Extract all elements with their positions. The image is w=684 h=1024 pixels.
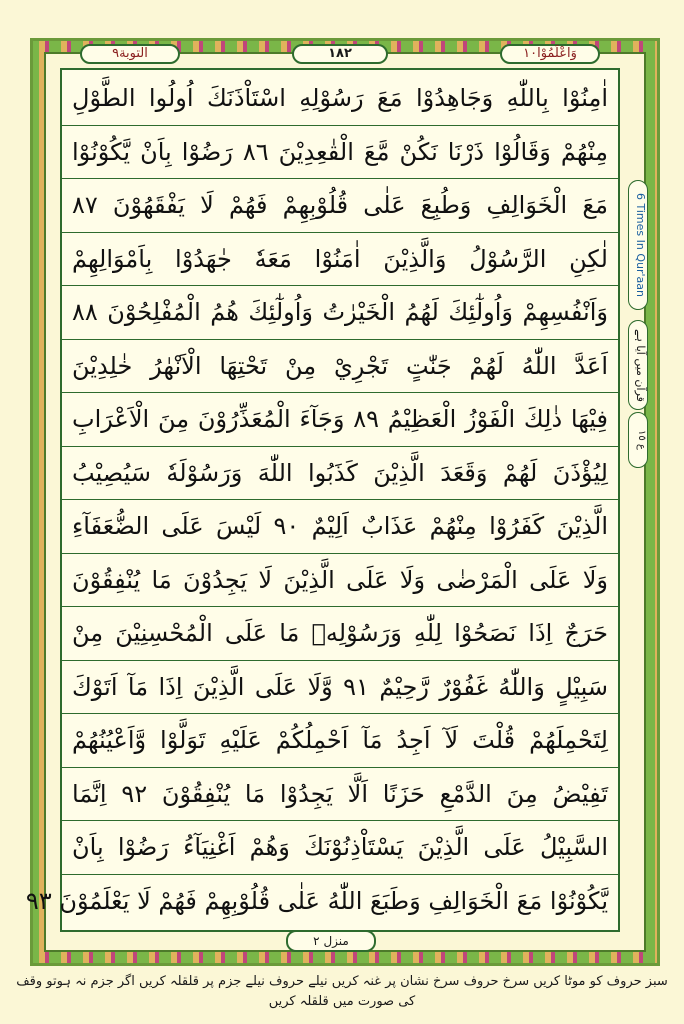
occurrence-note-english: 6 Times In Qur'aan bbox=[628, 180, 648, 310]
occurrence-note-urdu: قرآن میں آیا ہے bbox=[628, 320, 648, 410]
page-header bbox=[60, 42, 620, 68]
juz-label: وَاعْلَمُوْا١٠ bbox=[500, 44, 600, 64]
verse-line: وَلَا عَلَى الْمَرْضٰى وَلَا عَلَى الَّذِيْنَ لَا يَجِدُوْنَ مَا يُنْفِقُوْنَ bbox=[62, 554, 618, 608]
manzil-label: منزل ٢ bbox=[286, 930, 376, 952]
verse-line: لِيُؤْذَنَ لَهُمْ وَقَعَدَ الَّذِيْنَ كَذَبُوا اللّٰهَ وَرَسُوْلَهٗ سَيُصِيْبُ bbox=[62, 447, 618, 501]
verse-line: السَّبِيْلُ عَلَى الَّذِيْنَ يَسْتَاْذِنُوْنَكَ وَهُمْ اَغْنِيَآءُ رَضُوْا بِاَنْ bbox=[62, 821, 618, 875]
verse-line: الَّذِيْنَ كَفَرُوْا مِنْهُمْ عَذَابٌ اَلِيْمٌ ٩٠ لَيْسَ عَلَى الضُّعَفَآءِ bbox=[62, 500, 618, 554]
verse-line: حَرَجٌ اِذَا نَصَحُوْا لِلّٰهِ وَرَسُوْلِهٖ مَا عَلَى الْمُحْسِنِيْنَ مِنْ bbox=[62, 607, 618, 661]
verse-line: اٰمِنُوْا بِاللّٰهِ وَجَاهِدُوْا مَعَ رَسُوْلِهِ اسْتَاْذَنَكَ اُولُوا الطَّوْلِ bbox=[62, 72, 618, 126]
verse-line: مَعَ الْخَوَالِفِ وَطُبِعَ عَلٰى قُلُوْبِهِمْ فَهُمْ لَا يَفْقَهُوْنَ ٨٧ bbox=[62, 179, 618, 233]
tajweed-instructions: سبز حروف کو موٹا کریں سرخ حروف سرخ نشان پر غنہ کریں نیلے حروف نیلے جزم پر قلقلہ کریں اگر جزم نہ ہوتو وقف کی صورت میں قلقلہ کریں bbox=[16, 974, 668, 1009]
surah-label: التوبة٩ bbox=[80, 44, 180, 64]
verse-lines bbox=[25, 72, 618, 928]
verse-line: لِتَحْمِلَهُمْ قُلْتَ لَآ اَجِدُ مَآ اَحْمِلُكُمْ عَلَيْهِ تَوَلَّوْا وَّاَعْيُنُهُمْ bbox=[62, 714, 618, 768]
page-number: ١٨٢ bbox=[292, 44, 388, 64]
ruku-marker: ع ١٥ bbox=[628, 412, 648, 468]
verse-line: تَفِيْضُ مِنَ الدَّمْعِ حَزَنًا اَلَّا يَجِدُوْا مَا يُنْفِقُوْنَ ٩٢ اِنَّمَا bbox=[62, 768, 618, 822]
verse-line: مِنْهُمْ وَقَالُوْا ذَرْنَا نَكُنْ مَّعَ الْقٰعِدِيْنَ ٨٦ رَضُوْا بِاَنْ يَّكُوْنُوْا bbox=[62, 126, 618, 180]
verse-line: لٰكِنِ الرَّسُوْلُ وَالَّذِيْنَ اٰمَنُوْا مَعَهٗ جٰهَدُوْا بِاَمْوَالِهِمْ bbox=[62, 233, 618, 287]
verse-line: سَبِيْلٍ وَاللّٰهُ غَفُوْرٌ رَّحِيْمٌ ٩١ وَّلَا عَلَى الَّذِيْنَ اِذَا مَآ اَتَوْكَ bbox=[62, 661, 618, 715]
verse-line: وَاَنْفُسِهِمْ وَاُولٰٓئِكَ لَهُمُ الْخَيْرٰتُ وَاُولٰٓئِكَ هُمُ الْمُفْلِحُوْنَ ٨٨ bbox=[62, 286, 618, 340]
verse-line: فِيْهَا ذٰلِكَ الْفَوْزُ الْعَظِيْمُ ٨٩ وَجَآءَ الْمُعَذِّرُوْنَ مِنَ الْاَعْرَابِ bbox=[62, 393, 618, 447]
side-margin bbox=[626, 180, 648, 410]
verse-line: اَعَدَّ اللّٰهُ لَهُمْ جَنّٰتٍ تَجْرِيْ مِنْ تَحْتِهَا الْاَنْهٰرُ خٰلِدِيْنَ bbox=[62, 340, 618, 394]
verse-line: يَّكُوْنُوْا مَعَ الْخَوَالِفِ وَطَبَعَ اللّٰهُ عَلٰى قُلُوْبِهِمْ فَهُمْ لَا يَعْلَمُوْنَ ٩٣ bbox=[25, 886, 608, 915]
